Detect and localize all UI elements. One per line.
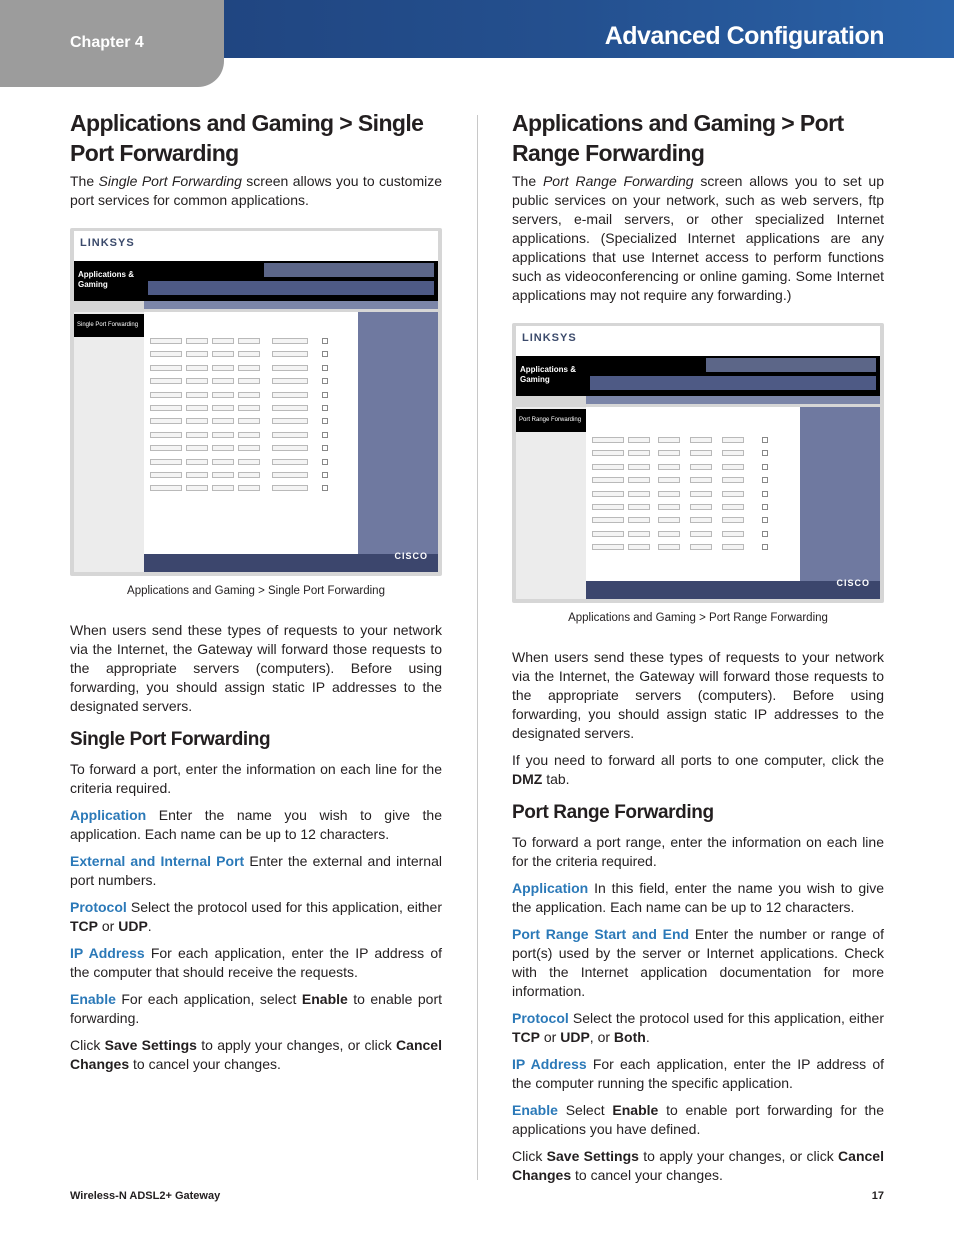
term-application: Application Enter the name you wish to give the application. Each name can be up to 12 characters. [70, 807, 442, 842]
section-label: Applications & Gaming [520, 365, 577, 384]
column-divider [477, 115, 478, 1180]
cisco-logo: CISCO [394, 551, 428, 561]
paragraph: To forward a port, enter the information on each line for the criteria required. [70, 761, 442, 796]
screenshot-form-row [592, 464, 794, 470]
screenshot-form-row [592, 437, 794, 443]
term-enable: Enable Select Enable to enable port forwarding for the applications you have defined. [512, 1102, 884, 1137]
side-label: Single Port Forwarding [74, 314, 144, 337]
subsection-heading: Single Port Forwarding [70, 729, 271, 750]
figure-caption: Applications and Gaming > Single Port Forwarding [127, 585, 385, 597]
figure-caption: Applications and Gaming > Port Range Forwarding [568, 612, 828, 624]
save-instructions: Click Save Settings to apply your changes, or click Cancel Changes to cancel your changes. [70, 1037, 442, 1072]
paragraph: To forward a port range, enter the information on each line for the criteria required. [512, 834, 884, 869]
linksys-logo: LINKSYS [80, 237, 135, 249]
screenshot-form-row [150, 472, 352, 478]
screenshot-form-row [150, 365, 352, 371]
paragraph: When users send these types of requests to your network via the Internet, the Gateway will forward those requests to the appropriate servers (computers). Before using forwarding, you should assign static IP addresses to the designated servers. [512, 649, 884, 741]
chapter-tab [0, 0, 224, 87]
screenshot-form-row [592, 544, 794, 550]
term-protocol: Protocol Select the protocol used for this application, either TCP or UDP, or Both. [512, 1010, 884, 1045]
page-number: 17 [871, 1190, 884, 1202]
single-port-forwarding-screenshot [70, 228, 442, 576]
screenshot-form-row [150, 392, 352, 398]
subsection-heading: Port Range Forwarding [512, 802, 714, 823]
paragraph: When users send these types of requests to your network via the Internet, the Gateway will forward those requests to the appropriate servers (computers). Before using forwarding, you should assign static IP addresses to the designated servers. [70, 622, 442, 714]
chapter-label: Chapter 4 [70, 34, 144, 51]
left-column [70, 108, 442, 1082]
screenshot-form-row [592, 504, 794, 510]
term-port-range: Port Range Start and End Enter the number or range of port(s) used by the server or Internet applications. Check with the Internet application documentation for more information. [512, 926, 884, 999]
screenshot-form-row [150, 418, 352, 424]
screenshot-form-row [150, 459, 352, 465]
screenshot-form-row [150, 378, 352, 384]
intro-paragraph: The Single Port Forwarding screen allows you to customize port services for common applications. [70, 173, 443, 208]
section-heading: Applications and Gaming > Single Port Forwarding [70, 110, 424, 166]
cisco-logo: CISCO [836, 578, 870, 588]
screenshot-form-row [150, 351, 352, 357]
screenshot-form-row [592, 517, 794, 523]
term-ip-address: IP Address For each application, enter the IP address of the computer that should receive the requests. [70, 945, 442, 980]
screenshot-form-row [150, 405, 352, 411]
side-label: Port Range Forwarding [516, 409, 586, 432]
intro-paragraph: The Port Range Forwarding screen allows you to set up public services on your network, such as web servers, ftp servers, e-mail servers, or other specialized Internet applications. (Specialized Internet applications are any applications that use Internet access to perform functions such as videoconferencing or online gaming. Some Internet applications may not require any forwarding.) [512, 173, 884, 303]
footer-product: Wireless-N ADSL2+ Gateway [70, 1190, 221, 1202]
screenshot-form-row [150, 432, 352, 438]
screenshot-form-row [150, 445, 352, 451]
term-enable: Enable For each application, select Enable to enable port forwarding. [70, 991, 442, 1026]
term-ip-address: IP Address For each application, enter the IP address of the computer running the specific application. [512, 1056, 884, 1091]
dmz-paragraph: If you need to forward all ports to one computer, click the DMZ tab. [512, 752, 884, 787]
section-label: Applications & Gaming [78, 270, 135, 289]
screenshot-form-row [592, 491, 794, 497]
linksys-logo: LINKSYS [522, 332, 577, 344]
screenshot-form-row [150, 485, 352, 491]
screenshot-form-row [592, 477, 794, 483]
term-protocol: Protocol Select the protocol used for this application, either TCP or UDP. [70, 899, 442, 934]
chapter-title: Advanced Configuration [604, 22, 884, 50]
save-instructions: Click Save Settings to apply your changes, or click Cancel Changes to cancel your changes. [512, 1148, 884, 1183]
term-ports: External and Internal Port Enter the external and internal port numbers. [70, 853, 442, 888]
term-application: Application In this field, enter the name you wish to give the application. Each name can be up to 12 characters. [512, 880, 884, 915]
section-heading: Applications and Gaming > Port Range Forwarding [512, 110, 844, 166]
port-range-forwarding-screenshot [512, 323, 884, 603]
screenshot-form-row [592, 450, 794, 456]
right-column [512, 108, 884, 1193]
screenshot-form-row [150, 338, 352, 344]
screenshot-form-row [592, 531, 794, 537]
